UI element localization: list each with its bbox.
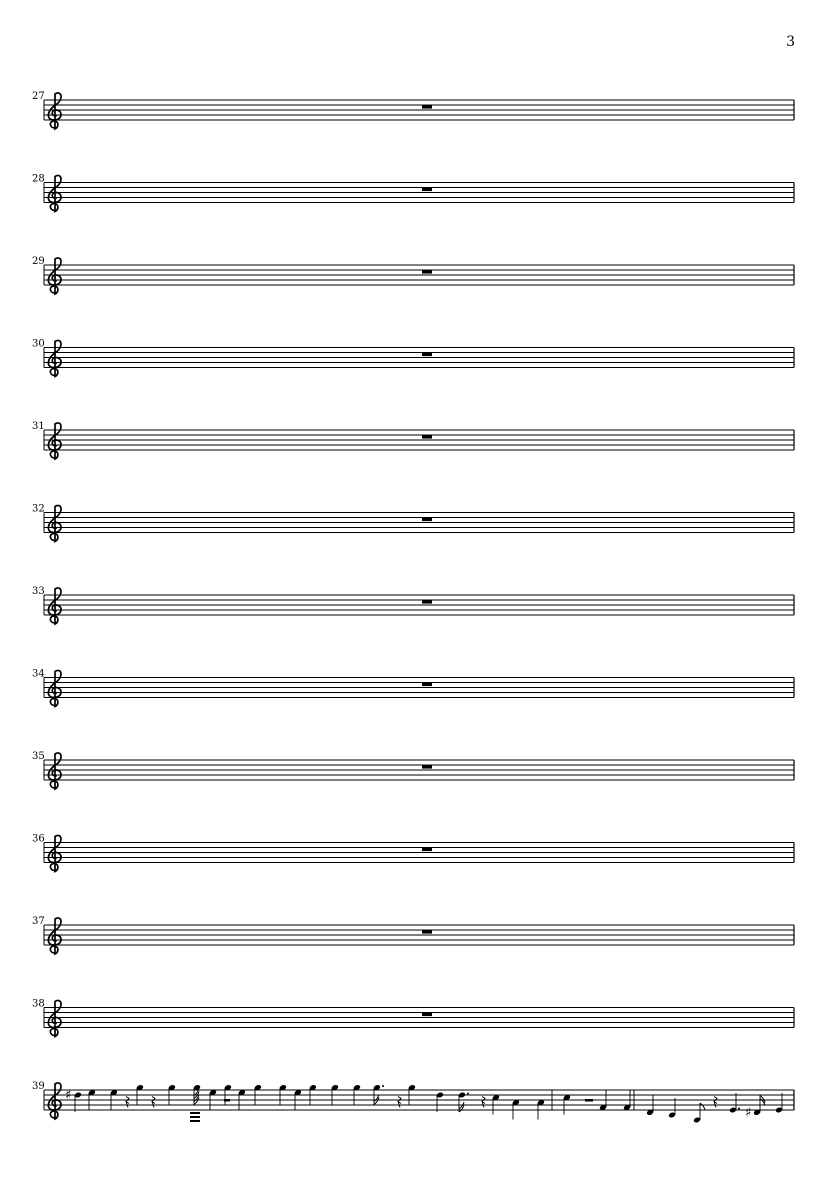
staff-system: [32, 174, 794, 212]
whole-rest: [422, 188, 432, 192]
treble-clef-icon: [48, 505, 61, 541]
staff-system: [32, 421, 794, 459]
whole-rest: [422, 270, 432, 274]
measure-number: 27: [32, 91, 45, 102]
beam: [190, 1120, 200, 1122]
small-rest: [714, 1097, 717, 1108]
sharp-accidental: ♯: [65, 1088, 72, 1103]
treble-clef-icon: [48, 175, 61, 211]
measure-number: 37: [32, 916, 45, 927]
treble-clef-icon: [48, 835, 61, 871]
treble-clef-icon: [48, 753, 61, 789]
augmentation-dot: [467, 1093, 469, 1095]
treble-clef-icon: [48, 93, 61, 129]
whole-rest: [422, 600, 432, 604]
staff-system: [32, 1081, 794, 1123]
beam: [190, 1116, 200, 1118]
measure-number: 39: [32, 1081, 45, 1092]
treble-clef-icon: [48, 1083, 61, 1119]
small-rest: [152, 1097, 155, 1108]
whole-rest: [422, 930, 432, 934]
staff-system: [32, 504, 794, 542]
augmentation-dot: [382, 1085, 384, 1087]
treble-clef-icon: [48, 918, 61, 954]
treble-clef-icon: [48, 340, 61, 376]
whole-rest: [422, 683, 432, 687]
beam: [190, 1112, 200, 1114]
staff-system: [32, 834, 794, 872]
measure-number: 38: [32, 998, 45, 1010]
measure-number: 28: [32, 173, 45, 185]
whole-rest: [422, 1013, 432, 1017]
whole-rest: [422, 765, 432, 769]
sharp-accidental: ♯: [745, 1105, 752, 1121]
page-number: 3: [786, 34, 795, 50]
staff-system: [32, 256, 794, 294]
staff-system: [32, 669, 794, 707]
whole-rest: [422, 518, 432, 522]
staff-system: [32, 916, 794, 954]
whole-rest: [422, 353, 432, 357]
treble-clef-icon: [48, 588, 61, 624]
measure-number: 36: [32, 833, 45, 845]
treble-clef-icon: [48, 670, 61, 706]
staff-system: [32, 586, 794, 624]
whole-rest: [422, 105, 432, 109]
treble-clef-icon: [48, 1000, 61, 1036]
treble-clef-icon: [48, 423, 61, 459]
half-rest: [224, 1099, 230, 1102]
staff-system: [32, 999, 794, 1037]
small-rest: [126, 1097, 129, 1108]
measure-number: 34: [32, 668, 45, 680]
augmentation-dot: [738, 1108, 740, 1110]
measure-number: 33: [32, 586, 45, 597]
whole-rest: [422, 435, 432, 439]
staff-system: [32, 751, 794, 789]
small-rest: [398, 1097, 401, 1108]
staff-system: [32, 91, 794, 129]
half-rest: [585, 1099, 593, 1102]
measure-number: 35: [32, 751, 45, 762]
measure-number: 32: [32, 503, 45, 515]
treble-clef-icon: [48, 258, 61, 294]
measure-number: 31: [32, 421, 45, 432]
staff-system: [32, 339, 794, 377]
small-rest: [482, 1097, 485, 1108]
whole-rest: [422, 848, 432, 852]
measure-number: 30: [32, 338, 45, 350]
measure-number: 29: [32, 256, 45, 267]
note-flag: [700, 1103, 705, 1110]
